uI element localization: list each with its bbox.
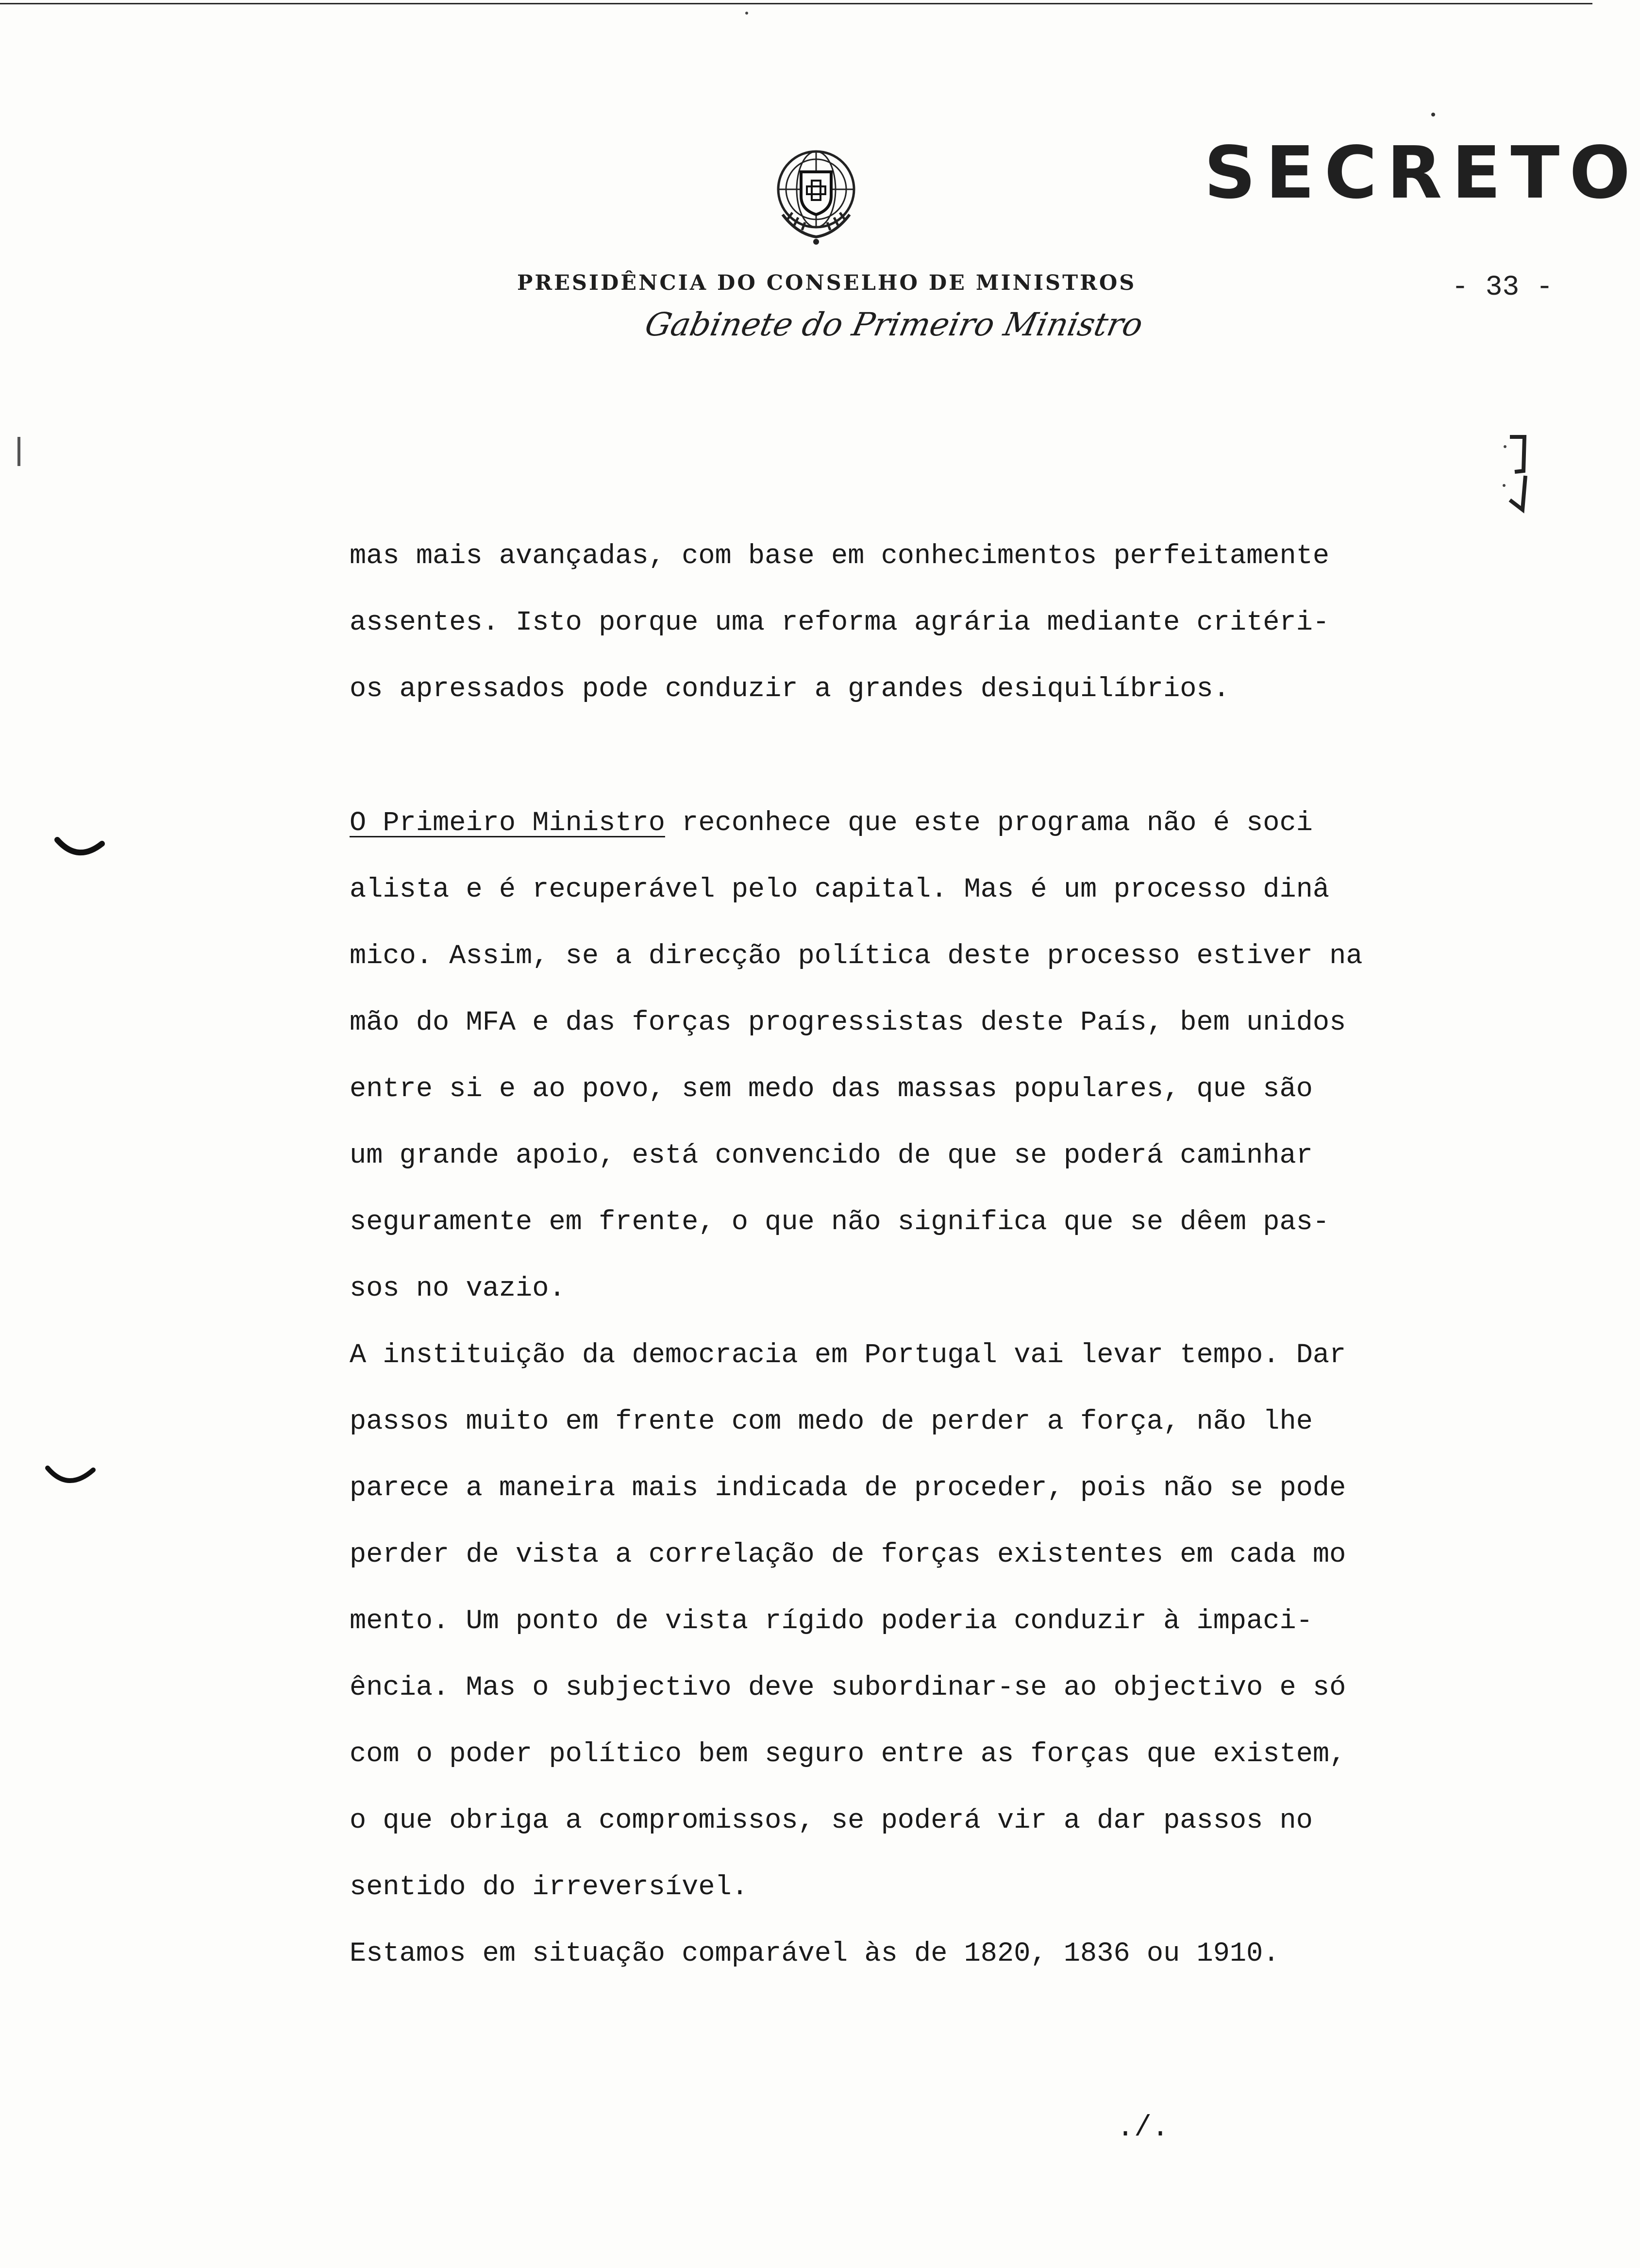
text-line: os apressados pode conduzir a grandes desiquilíbrios. [350,674,1230,705]
secret-classification-stamp: SECRETO [1204,131,1640,215]
text-line: mento. Um ponto de vista rígido poderia conduzir à impaci- [350,1606,1313,1637]
text-line: assentes. Isto porque uma reforma agrária mediante critéri- [350,607,1330,638]
paragraph-2 [350,790,1437,1987]
text-line: mas mais avançadas, com base em conhecimentos perfeitamente [350,541,1330,572]
binder-hole-mark [53,835,107,864]
institution-letterhead: PRESIDÊNCIA DO CONSELHO DE MINISTROS [517,271,1137,295]
text-line: entre si e ao povo, sem medo das massas populares, que são [350,1074,1313,1105]
text-line: mico. Assim, se a direcção política deste processo estiver na [350,941,1363,972]
text-line: o que obriga a compromissos, se poderá vir a dar passos no [350,1805,1313,1836]
margin-bracket-mark [1495,427,1539,515]
text-line: seguramente em frente, o que não significa que se dêem pas- [350,1207,1330,1238]
text-line: ência. Mas o subjectivo deve subordinar-se ao objectivo e só [350,1672,1346,1703]
text-line: perder de vista a correlação de forças existentes em cada mo [350,1539,1346,1570]
binder-hole-mark [44,1461,97,1495]
text-line: sos no vazio. [350,1273,566,1304]
margin-speck [17,437,20,466]
margin-speck [745,12,748,15]
text-line: Estamos em situação comparável às de 1820, 1836 ou 1910. [350,1938,1280,1969]
paragraph-1 [350,523,1437,723]
coat-of-arms-icon [773,142,859,249]
page-number: - 33 - [1452,272,1553,303]
text-line: parece a maneira mais indicada de proceder, pois não se pode [350,1473,1346,1504]
speaker-name: O Primeiro Ministro [350,808,665,839]
office-signature: Gabinete do Primeiro Ministro [641,306,1146,343]
continuation-mark: ./. [1117,2112,1170,2145]
margin-speck [1431,113,1435,117]
text-line: mão do MFA e das forças progressistas deste País, bem unidos [350,1007,1346,1038]
text-line: um grande apoio, está convencido de que se poderá caminhar [350,1140,1313,1171]
text-line: alista e é recuperável pelo capital. Mas é um processo dinâ [350,874,1330,905]
speaker-line-rest: reconhece que este programa não é soci [665,808,1313,839]
text-line: com o poder político bem seguro entre as forças que existem, [350,1739,1346,1770]
text-line: sentido do irreversível. [350,1872,748,1903]
coat-of-arms-emblem [773,142,859,249]
text-line: passos muito em frente com medo de perder a força, não lhe [350,1406,1313,1437]
text-line: A instituição da democracia em Portugal vai levar tempo. Dar [350,1340,1346,1371]
text-line [350,790,1437,857]
top-scan-edge [0,3,1592,4]
